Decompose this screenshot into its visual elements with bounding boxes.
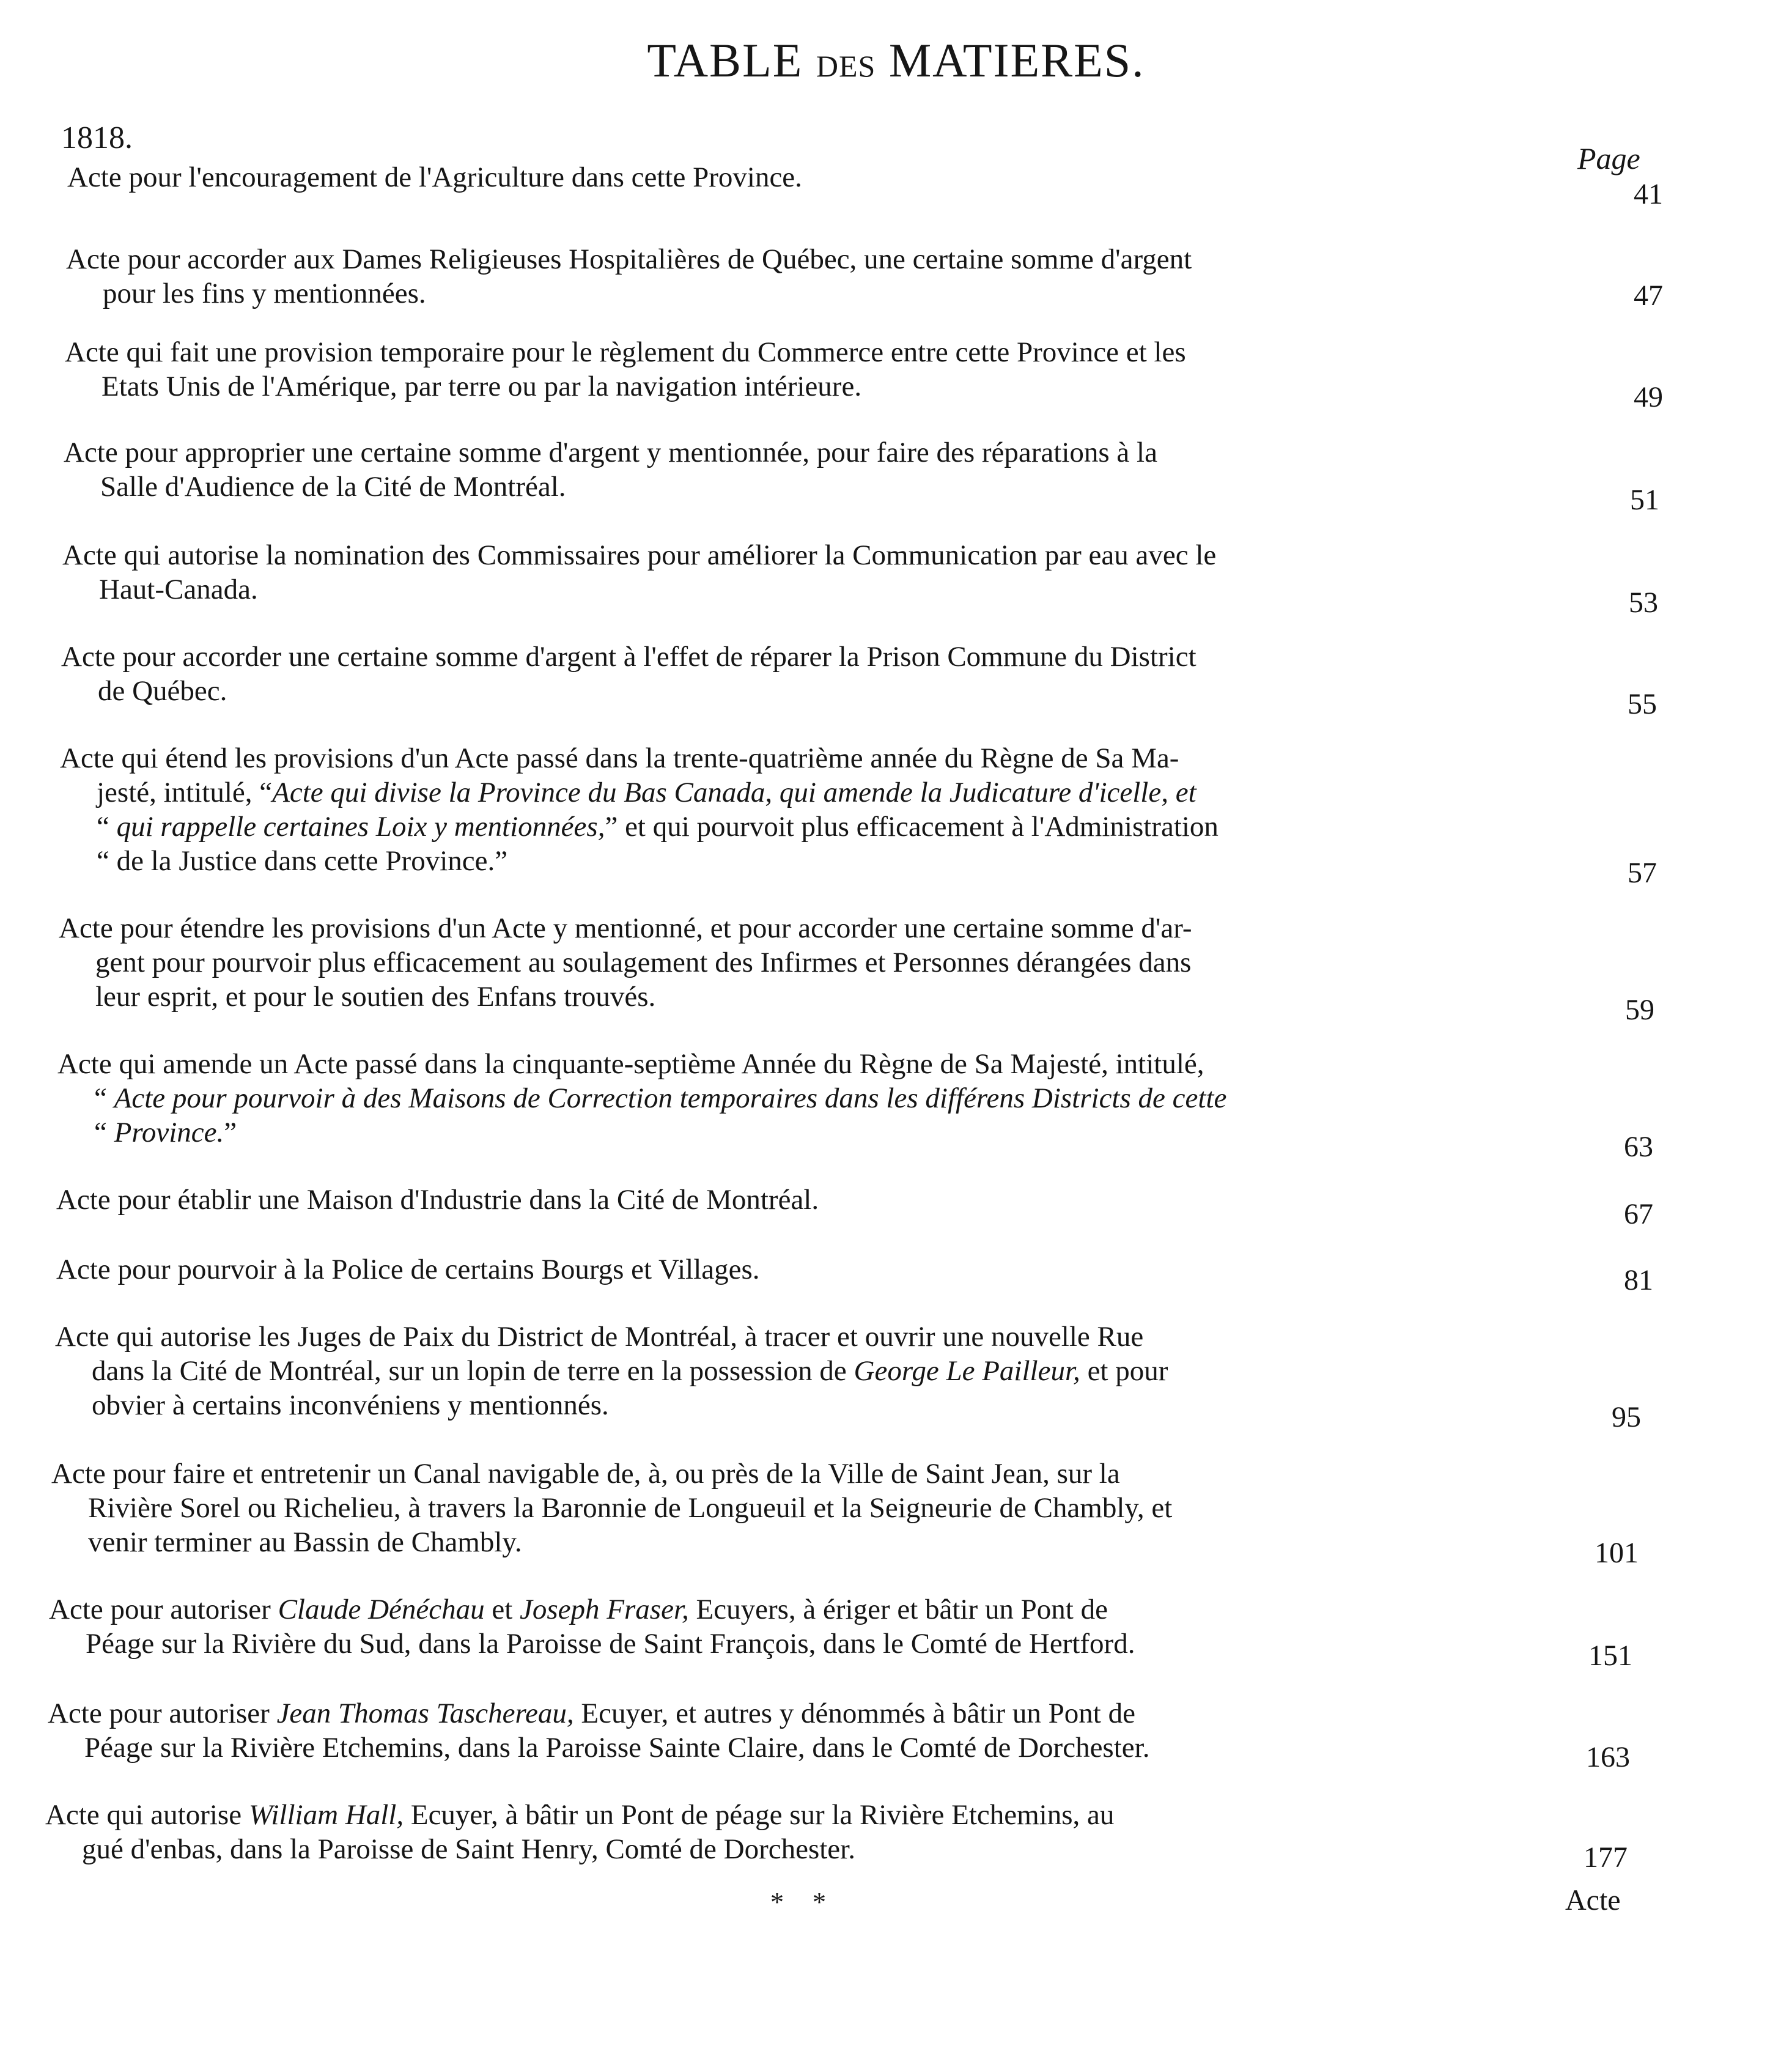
entry-line: Acte pour l'encouragement de l'Agriculture dans cette Province.	[67, 161, 802, 193]
entry-text: Ecuyer, et autres y dénommés à bâtir un Pont de	[573, 1698, 1135, 1729]
entry-text: ”	[224, 1117, 237, 1148]
entry-text: Acte qui autorise	[45, 1799, 249, 1831]
title-word-table: TABLE	[647, 34, 803, 87]
entry-line: de Québec.	[98, 675, 227, 707]
entry-page-number: 55	[1628, 688, 1657, 720]
entry-page-number: 163	[1586, 1741, 1630, 1773]
entry-page-number: 49	[1634, 381, 1663, 413]
entry-line: Péage sur la Rivière du Sud, dans la Paroisse de Saint François, dans le Comté de Hertford.	[86, 1628, 1135, 1660]
toc-entry-5	[62, 538, 1216, 607]
entry-text: Ecuyer, à bâtir un Pont de péage sur la Rivière Etchemins, au	[404, 1799, 1115, 1831]
entry-page-number: 51	[1630, 484, 1659, 516]
entry-line: “ de la Justice dans cette Province.”	[97, 845, 508, 877]
entry-line	[48, 1696, 1149, 1731]
entry-text: Acte pour autoriser	[49, 1594, 278, 1625]
entry-line: Salle d'Audience de la Cité de Montréal.	[100, 471, 566, 503]
toc-entry-13	[51, 1457, 1172, 1559]
entry-line: Rivière Sorel ou Richelieu, à travers la Baronnie de Longueuil et la Seigneurie de Chambly, et	[88, 1492, 1173, 1524]
toc-entry-6	[61, 640, 1197, 708]
entry-line	[55, 1354, 1168, 1388]
entry-line	[45, 1798, 1114, 1832]
entry-line	[49, 1592, 1135, 1627]
toc-entry-7	[60, 741, 1219, 878]
entry-line: Acte pour faire et entretenir un Canal navigable de, à, ou près de la Ville de Saint Jean, sur la	[51, 1458, 1120, 1490]
entry-line	[57, 1115, 1226, 1150]
toc-entry-9	[57, 1047, 1226, 1150]
entry-text: dans la Cité de Montréal, sur un lopin de terre en la possession de	[92, 1355, 854, 1387]
entry-line: Acte pour accorder aux Dames Religieuses Hospitalières de Québec, une certaine somme d'argent	[66, 243, 1192, 275]
entry-line: Péage sur la Rivière Etchemins, dans la Paroisse Sainte Claire, dans le Comté de Dorchester.	[84, 1732, 1150, 1764]
entry-page-number: 41	[1634, 178, 1663, 210]
catchword: Acte	[1565, 1884, 1621, 1916]
entry-text-italic: Joseph Fraser,	[520, 1594, 689, 1625]
toc-entry-3	[65, 335, 1186, 404]
entry-line: Acte qui amende un Acte passé dans la cinquante-septième Année du Règne de Sa Majesté, intitulé,	[57, 1048, 1204, 1080]
entry-line: obvier à certains inconvéniens y mentionnés.	[92, 1389, 609, 1421]
entry-text: jesté, intitulé, “	[97, 777, 273, 808]
entry-line: Acte pour approprier une certaine somme d'argent y mentionnée, pour faire des réparations à la	[64, 437, 1157, 468]
entry-page-number: 67	[1624, 1198, 1653, 1230]
entry-page-number: 57	[1628, 857, 1657, 889]
entry-line: Etats Unis de l'Amérique, par terre ou par la navigation intérieure.	[101, 371, 862, 402]
entry-line	[60, 775, 1219, 810]
entry-line	[60, 810, 1219, 844]
toc-entry-8	[59, 911, 1192, 1014]
toc-entry-12	[55, 1320, 1168, 1422]
entry-page-number: 63	[1624, 1131, 1653, 1163]
entry-text-italic: Province.	[114, 1117, 224, 1148]
entry-text: Acte pour autoriser	[48, 1698, 277, 1729]
entry-line: gué d'enbas, dans la Paroisse de Saint Henry, Comté de Dorchester.	[82, 1833, 855, 1865]
entry-text: ” et qui pourvoit plus efficacement à l'Administration	[605, 811, 1219, 843]
entry-text: et pour	[1080, 1355, 1168, 1387]
entry-line: venir terminer au Bassin de Chambly.	[88, 1526, 522, 1558]
entry-text: “	[97, 811, 117, 843]
entry-text-italic: Acte qui divise la Province du Bas Canada, qui amende la Judicature d'icelle, et	[272, 777, 1197, 808]
entry-line	[57, 1081, 1226, 1115]
toc-entry-1	[67, 160, 802, 194]
entry-line: Acte pour étendre les provisions d'un Acte y mentionné, et pour accorder une certaine somme d'ar-	[59, 912, 1192, 944]
entry-page-number: 101	[1595, 1537, 1639, 1569]
entry-page-number: 177	[1584, 1841, 1628, 1874]
entry-text: “	[94, 1082, 114, 1114]
entry-line: gent pour pourvoir plus efficacement au soulagement des Infirmes et Personnes dérangées dans	[95, 947, 1192, 978]
entry-text: et	[484, 1594, 520, 1625]
toc-entry-10	[56, 1183, 819, 1217]
entry-line: Acte pour pourvoir à la Police de certains Bourgs et Villages.	[56, 1254, 760, 1285]
title-word-matieres: MATIERES.	[888, 34, 1145, 87]
signature-mark: * *	[770, 1887, 837, 1917]
title-word-des: DES	[816, 49, 876, 83]
entry-page-number: 59	[1625, 994, 1654, 1026]
entry-text-italic: William Hall,	[248, 1799, 404, 1831]
entry-line: Acte pour accorder une certaine somme d'argent à l'effet de réparer la Prison Commune du District	[61, 641, 1197, 673]
entry-line: pour les fins y mentionnées.	[103, 278, 426, 309]
entry-page-number: 53	[1629, 586, 1658, 619]
entry-page-number: 47	[1634, 279, 1663, 312]
entry-line: Acte pour établir une Maison d'Industrie dans la Cité de Montréal.	[56, 1184, 819, 1216]
entry-line: Acte qui autorise les Juges de Paix du District de Montréal, à tracer et ouvrir une nouvelle Rue	[55, 1321, 1144, 1353]
entry-text-italic: Claude Dénéchau	[278, 1594, 485, 1625]
entry-line: Haut-Canada.	[99, 574, 258, 605]
toc-entry-4	[64, 435, 1157, 504]
toc-entry-16	[45, 1798, 1114, 1866]
entry-text-italic: Jean Thomas Taschereau,	[276, 1698, 574, 1729]
toc-entry-2	[66, 242, 1192, 311]
entry-text: “	[94, 1117, 114, 1148]
entry-text: Ecuyers, à ériger et bâtir un Pont de	[688, 1594, 1108, 1625]
year-heading: 1818.	[61, 120, 133, 155]
page-title	[0, 34, 1792, 87]
entry-text-italic: Acte pour pourvoir à des Maisons de Correction temporaires dans les différens Districts de cette	[114, 1082, 1227, 1114]
entry-page-number: 151	[1588, 1639, 1632, 1672]
entry-text-italic: qui rappelle certaines Loix y mentionnées,	[116, 811, 605, 843]
entry-line: leur esprit, et pour le soutien des Enfans trouvés.	[95, 981, 656, 1013]
toc-entry-11	[56, 1252, 760, 1287]
toc-entry-15	[48, 1696, 1149, 1765]
entry-line: Acte qui fait une provision temporaire pour le règlement du Commerce entre cette Province et les	[65, 336, 1186, 368]
page-column-label: Page	[1577, 141, 1640, 176]
toc-entry-14	[49, 1592, 1135, 1661]
entry-page-number: 95	[1612, 1401, 1641, 1433]
entry-page-number: 81	[1624, 1264, 1653, 1296]
entry-line: Acte qui étend les provisions d'un Acte passé dans la trente-quatrième année du Règne de Sa Ma-	[60, 742, 1179, 774]
entry-text-italic: George Le Pailleur,	[854, 1355, 1080, 1387]
entry-line: Acte qui autorise la nomination des Commissaires pour améliorer la Communication par eau avec le	[62, 539, 1217, 571]
